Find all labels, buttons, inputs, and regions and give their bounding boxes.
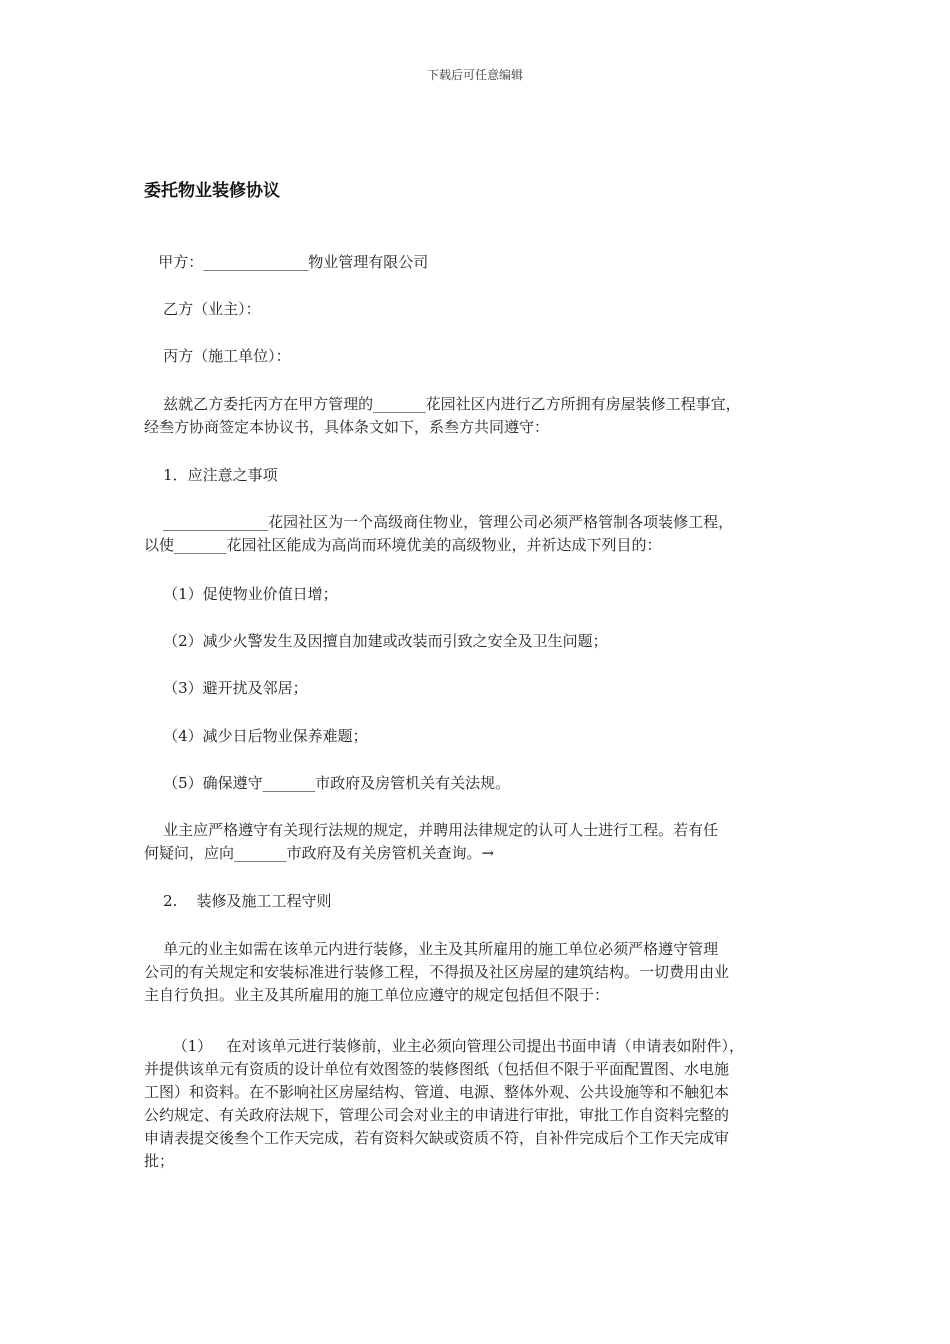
party-c <box>144 345 812 368</box>
party-a <box>144 251 812 274</box>
page-header-note: 下载后可任意编辑 <box>426 68 523 82</box>
text-line: （1）促使物业价值日增； <box>144 585 338 603</box>
list-item <box>144 630 812 653</box>
text-line: 乙方（业主）： <box>144 300 261 318</box>
text-line: （4）减少日后物业保养难题； <box>144 727 368 745</box>
party-b <box>144 298 812 321</box>
text-line: 甲方：______________物业管理有限公司 <box>144 253 429 271</box>
owner-compliance <box>144 819 812 865</box>
text-line: （5）确保遵守_______市政府及房管机关有关法规。 <box>144 774 511 792</box>
text-line: 工图）和资料。在不影响社区房屋结构、管道、电源、整体外观、公共设施等和不触犯本 <box>144 1083 730 1101</box>
text-line: 申请表提交後叁个工作天完成，若有资料欠缺或资质不符，自补件完成后个工作天完成审 <box>144 1129 730 1147</box>
text-line: 以使_______花园社区能成为高尚而环境优美的高级物业，并祈达成下列目的： <box>144 536 662 554</box>
text-line: 批； <box>144 1152 175 1170</box>
section-1-heading <box>144 464 812 487</box>
rule-1 <box>144 1035 812 1173</box>
section-2-intro <box>144 938 812 1007</box>
preamble <box>144 393 812 439</box>
section-2-heading <box>144 890 812 913</box>
text-line: 1．应注意之事项 <box>144 466 278 484</box>
text-line: 公约规定、有关政府法规下，管理公司会对业主的申请进行审批，审批工作自资料完整的 <box>144 1106 730 1124</box>
document-title: 委托物业装修协议 <box>144 181 280 201</box>
section-1-intro <box>144 511 812 557</box>
text-line: 何疑问，应向_______市政府及有关房管机关查询。→ <box>144 844 495 862</box>
text-line: 业主应严格遵守有关现行法规的规定，并聘用法律规定的认可人士进行工程。若有任 <box>144 821 719 839</box>
text-line: 并提供该单元有资质的设计单位有效图签的装修图纸（包括但不限于平面配置图、水电施 <box>144 1060 730 1078</box>
list-item <box>144 677 812 700</box>
text-line: （3）避开扰及邻居； <box>144 679 308 697</box>
text-line: 兹就乙方委托丙方在甲方管理的_______花园社区内进行乙方所拥有房屋装修工程事宜， <box>144 395 741 413</box>
text-line: 单元的业主如需在该单元内进行装修，业主及其所雇用的施工单位必须严格遵守管理 <box>144 940 719 958</box>
text-line: ______________花园社区为一个高级商住物业，管理公司必须严格管制各项装修工程， <box>144 513 734 531</box>
text-line: 主自行负担。业主及其所雇用的施工单位应遵守的规定包括但不限于： <box>144 986 610 1004</box>
text-line: （2）减少火警发生及因擅自加建或改装而引致之安全及卫生问题； <box>144 632 608 650</box>
text-line: 经叁方协商签定本协议书，具体条文如下，系叁方共同遵守： <box>144 418 550 436</box>
text-line: 公司的有关规定和安装标准进行装修工程，不得损及社区房屋的建筑结构。一切费用由业 <box>144 963 730 981</box>
list-item <box>144 772 812 795</box>
text-line: 2. 装修及施工工程守则 <box>144 892 332 910</box>
list-item <box>144 725 812 748</box>
list-item <box>144 583 812 606</box>
text-line: 丙方（施工单位）： <box>144 347 291 365</box>
text-line: （1） 在对该单元进行装修前，业主必须向管理公司提出书面申请（申请表如附件）， <box>144 1037 744 1055</box>
